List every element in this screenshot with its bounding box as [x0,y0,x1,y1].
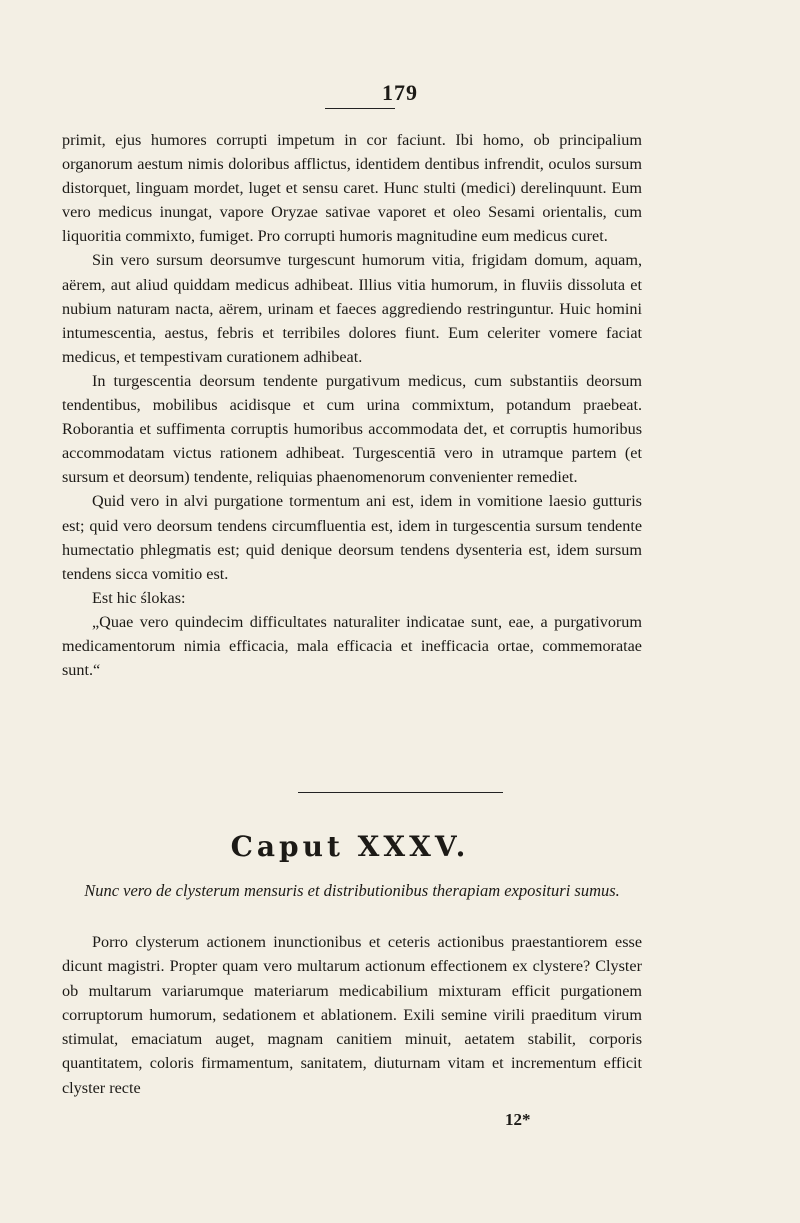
paragraph: Quid vero in alvi purgatione tormentum ani est, idem in vomitione laesio gutturis est; quid vero deorsum tendens circumfluentia est, idem in turgescentia sursum tendente humectatio phlegmatis est; quid denique deorsum tendens dysenteria est, idem sursum tendens sicca vomitio est. [62,492,642,583]
main-text [62,128,642,682]
paragraph: In turgescentia deorsum tendente purgativum medicus, cum substantiis deorsum tendentibus, mobilibus acidisque et cum urina commixtum, potandum praebeat. Roborantia et suffimenta corruptis humoribus accommodata det, et corruptis humoribus accommodatam victus rationem adhibeat. Turgescentiā vero in utramque partem (et sursum et deorsum) tendente, reliquias phaenomenorum convenienter remediet. [62,371,642,487]
chapter-heading: Caput XXXV. [230,830,470,863]
signature-mark: 12* [505,1110,531,1129]
quote-paragraph: „Quae vero quindecim difficultates naturaliter indicatae sunt, eae, a purgativorum medicamentorum nimia efficacia, mala efficacia et inefficacia ortae, commemoratae sunt.“ [62,612,642,680]
page-number: 179 [382,80,418,105]
chapter-text [62,930,642,1100]
paragraph: Est hic ślokas: [92,588,186,607]
header-rule [325,108,395,109]
paragraph: primit, ejus humores corrupti impetum in cor faciunt. Ibi homo, ob principalium organorum aestum nimis doloribus afflictus, identidem dentibus infrendit, oculos sursum distorquet, linguam mordet, luget et sensu caret. Hunc stulti (medici) derelinquunt. Eum vero medicus inungat, vapore Oryzae sativae vaporet et oleo Sesami orientalis, cum liquoritia commixto, fumiget. Pro corrupti humoris magnitudine eum medicus curet. [62,131,642,246]
chapter-subtitle: Nunc vero de clysterum mensuris et distributionibus therapiam exposituri sumus. [84,881,620,900]
section-divider [298,792,503,793]
paragraph: Porro clysterum actionem inunctionibus et ceteris actionibus praestantiorem esse dicunt magistri. Propter quam vero multarum actionum effectionem ex clystere? Clyster ob multarum variarumque materiarum medicabilium mixturam efficit purgationem corruptorum humorum, sedationem et ablationem. Exili semine virili praeditum virum stimulat, emaciatum auget, magnam canitiem minuit, aetatem stabilit, corporis quantitatem, coloris firmamentum, sanitatem, diuturnam vitam et incrementum efficit clyster recte [62,933,642,1097]
paragraph: Sin vero sursum deorsumve turgescunt humorum vitia, frigidam domum, aquam, aërem, aut aliud quiddam medicus adhibeat. Illius vitia humorum, in fluviis dissoluta et nubium naturam nacta, aërem, urinam et faeces aggrediendo restringuntur. Huic homini intumescentia, aestus, febris et terribiles dolores fiunt. Eum celeriter vomere faciat medicus, et tempestivam curationem adhibeat. [62,251,642,366]
